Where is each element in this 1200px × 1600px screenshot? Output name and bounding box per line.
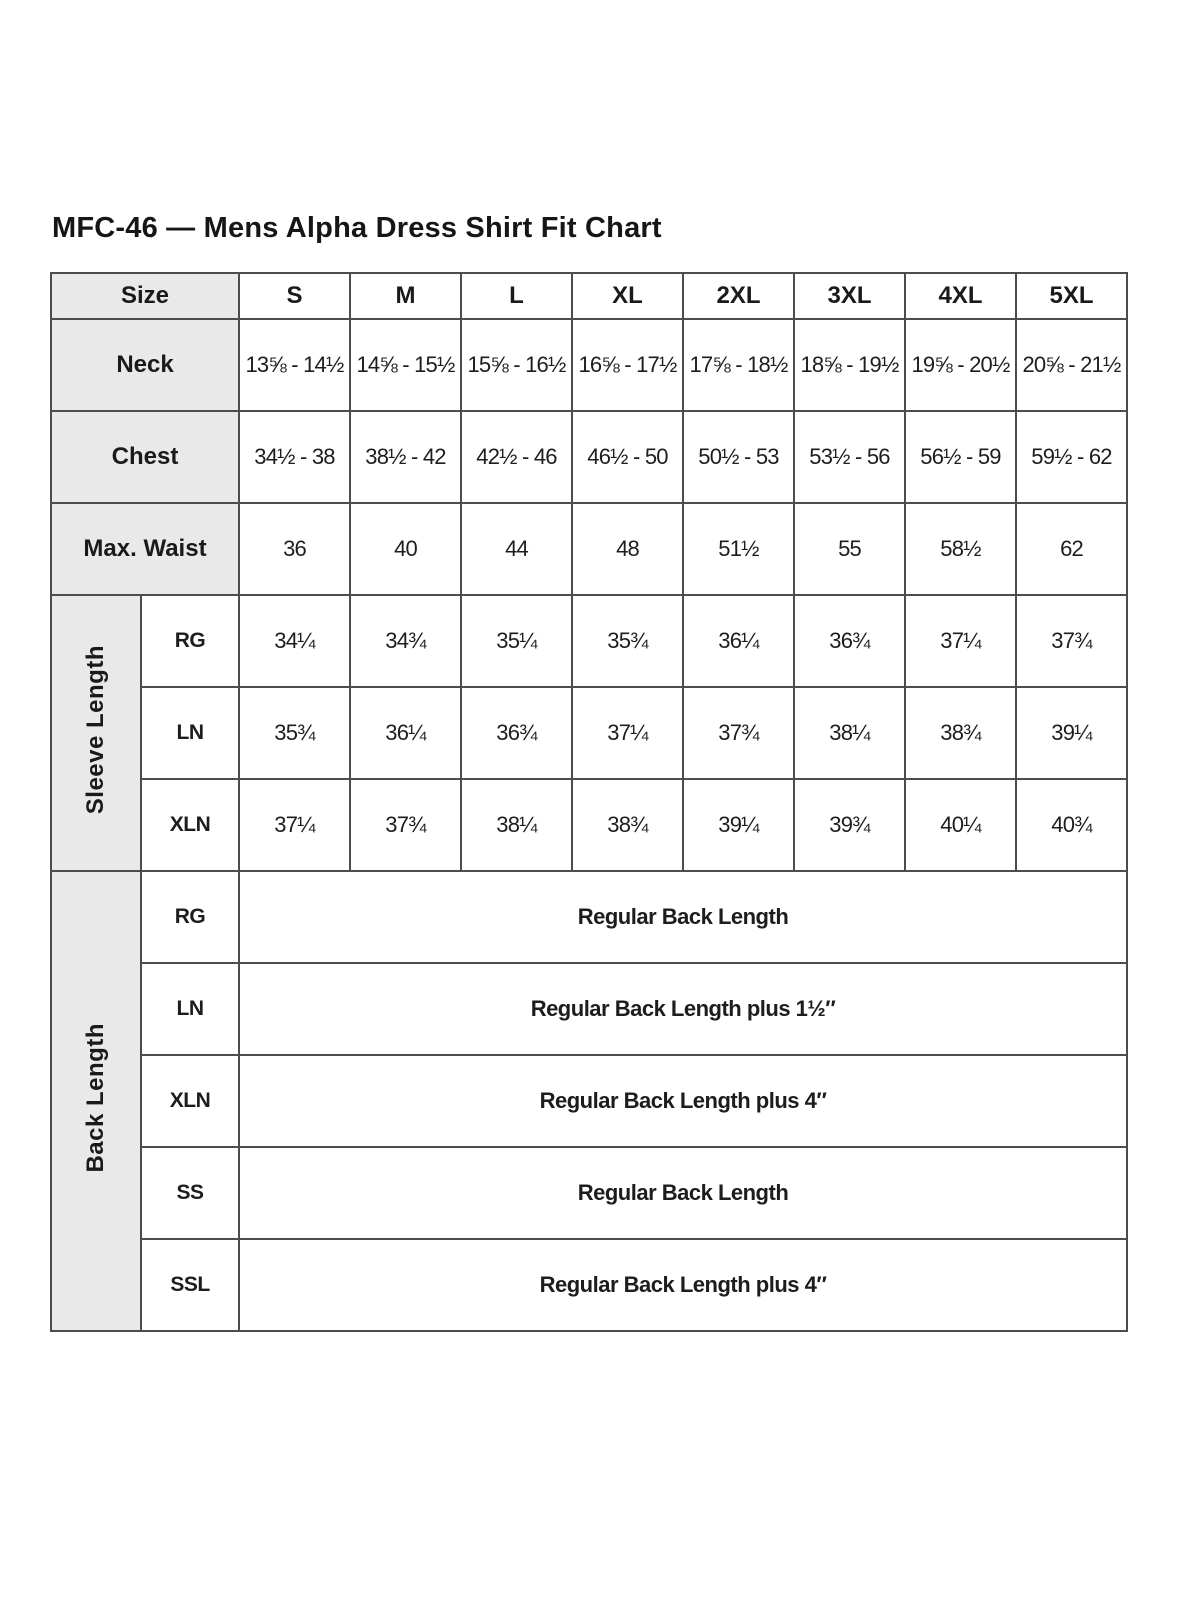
- sleeve-ln-value: 37¾: [683, 687, 794, 779]
- max-waist-label: Max. Waist: [51, 503, 239, 595]
- sleeve-ln-value: 39¼: [1016, 687, 1127, 779]
- back-rg-row: [51, 871, 1127, 963]
- sleeve-rg-value: 36¾: [794, 595, 905, 687]
- size-col-2xl: 2XL: [683, 273, 794, 319]
- sleeve-xln-value: 37¾: [350, 779, 461, 871]
- max-waist-value: 48: [572, 503, 683, 595]
- sleeve-rg-label: RG: [141, 595, 239, 687]
- sleeve-rg-value: 35¼: [461, 595, 572, 687]
- neck-value: 13⅝ - 14½: [239, 319, 350, 411]
- back-ln-row: [51, 963, 1127, 1055]
- size-header-cell: Size: [51, 273, 239, 319]
- back-length-group-label-text: Back Length: [82, 1022, 109, 1173]
- neck-row: [51, 319, 1127, 411]
- sleeve-rg-value: 35¾: [572, 595, 683, 687]
- back-rg-value: Regular Back Length: [239, 871, 1127, 963]
- sleeve-ln-row: [51, 687, 1127, 779]
- back-ss-row: [51, 1147, 1127, 1239]
- sleeve-ln-label: LN: [141, 687, 239, 779]
- back-xln-label: XLN: [141, 1055, 239, 1147]
- header-row: [51, 273, 1127, 319]
- back-ssl-label: SSL: [141, 1239, 239, 1331]
- size-col-xl: XL: [572, 273, 683, 319]
- back-ln-label: LN: [141, 963, 239, 1055]
- sleeve-xln-row: [51, 779, 1127, 871]
- chest-label: Chest: [51, 411, 239, 503]
- chest-value: 46½ - 50: [572, 411, 683, 503]
- sleeve-xln-value: 38¼: [461, 779, 572, 871]
- sleeve-xln-value: 38¾: [572, 779, 683, 871]
- max-waist-value: 44: [461, 503, 572, 595]
- sleeve-xln-value: 39¼: [683, 779, 794, 871]
- sleeve-ln-value: 35¾: [239, 687, 350, 779]
- size-col-l: L: [461, 273, 572, 319]
- neck-value: 14⅝ - 15½: [350, 319, 461, 411]
- back-ssl-row: [51, 1239, 1127, 1331]
- sleeve-ln-value: 38¼: [794, 687, 905, 779]
- chest-value: 34½ - 38: [239, 411, 350, 503]
- fit-chart-table: [50, 272, 1128, 1332]
- sleeve-rg-value: 37¼: [905, 595, 1016, 687]
- sleeve-length-group-label: [51, 595, 141, 871]
- sleeve-rg-value: 34¼: [239, 595, 350, 687]
- chest-value: 56½ - 59: [905, 411, 1016, 503]
- size-col-s: S: [239, 273, 350, 319]
- chest-row: [51, 411, 1127, 503]
- size-col-3xl: 3XL: [794, 273, 905, 319]
- sleeve-xln-label: XLN: [141, 779, 239, 871]
- neck-value: 18⅝ - 19½: [794, 319, 905, 411]
- back-ss-label: SS: [141, 1147, 239, 1239]
- neck-value: 15⅝ - 16½: [461, 319, 572, 411]
- sleeve-xln-value: 37¼: [239, 779, 350, 871]
- sleeve-rg-row: [51, 595, 1127, 687]
- sleeve-rg-value: 34¾: [350, 595, 461, 687]
- sleeve-rg-value: 36¼: [683, 595, 794, 687]
- back-ss-value: Regular Back Length: [239, 1147, 1127, 1239]
- size-col-4xl: 4XL: [905, 273, 1016, 319]
- back-rg-label: RG: [141, 871, 239, 963]
- sleeve-length-group-label-text: Sleeve Length: [82, 644, 109, 815]
- neck-value: 16⅝ - 17½: [572, 319, 683, 411]
- sleeve-rg-value: 37¾: [1016, 595, 1127, 687]
- back-ln-value: Regular Back Length plus 1½″: [239, 963, 1127, 1055]
- chest-value: 42½ - 46: [461, 411, 572, 503]
- sleeve-xln-value: 39¾: [794, 779, 905, 871]
- chest-value: 59½ - 62: [1016, 411, 1127, 503]
- back-xln-row: [51, 1055, 1127, 1147]
- neck-value: 20⅝ - 21½: [1016, 319, 1127, 411]
- page-title: MFC-46 — Mens Alpha Dress Shirt Fit Chart: [52, 212, 662, 244]
- size-col-5xl: 5XL: [1016, 273, 1127, 319]
- sleeve-ln-value: 37¼: [572, 687, 683, 779]
- chest-value: 50½ - 53: [683, 411, 794, 503]
- max-waist-value: 51½: [683, 503, 794, 595]
- sleeve-ln-value: 36¾: [461, 687, 572, 779]
- neck-value: 17⅝ - 18½: [683, 319, 794, 411]
- neck-label: Neck: [51, 319, 239, 411]
- size-col-m: M: [350, 273, 461, 319]
- back-length-group-label: [51, 871, 141, 1331]
- max-waist-value: 55: [794, 503, 905, 595]
- max-waist-value: 40: [350, 503, 461, 595]
- max-waist-value: 36: [239, 503, 350, 595]
- back-xln-value: Regular Back Length plus 4″: [239, 1055, 1127, 1147]
- max-waist-value: 62: [1016, 503, 1127, 595]
- sleeve-ln-value: 38¾: [905, 687, 1016, 779]
- chest-value: 38½ - 42: [350, 411, 461, 503]
- chest-value: 53½ - 56: [794, 411, 905, 503]
- max-waist-row: [51, 503, 1127, 595]
- sleeve-xln-value: 40¾: [1016, 779, 1127, 871]
- sleeve-xln-value: 40¼: [905, 779, 1016, 871]
- sleeve-ln-value: 36¼: [350, 687, 461, 779]
- max-waist-value: 58½: [905, 503, 1016, 595]
- back-ssl-value: Regular Back Length plus 4″: [239, 1239, 1127, 1331]
- neck-value: 19⅝ - 20½: [905, 319, 1016, 411]
